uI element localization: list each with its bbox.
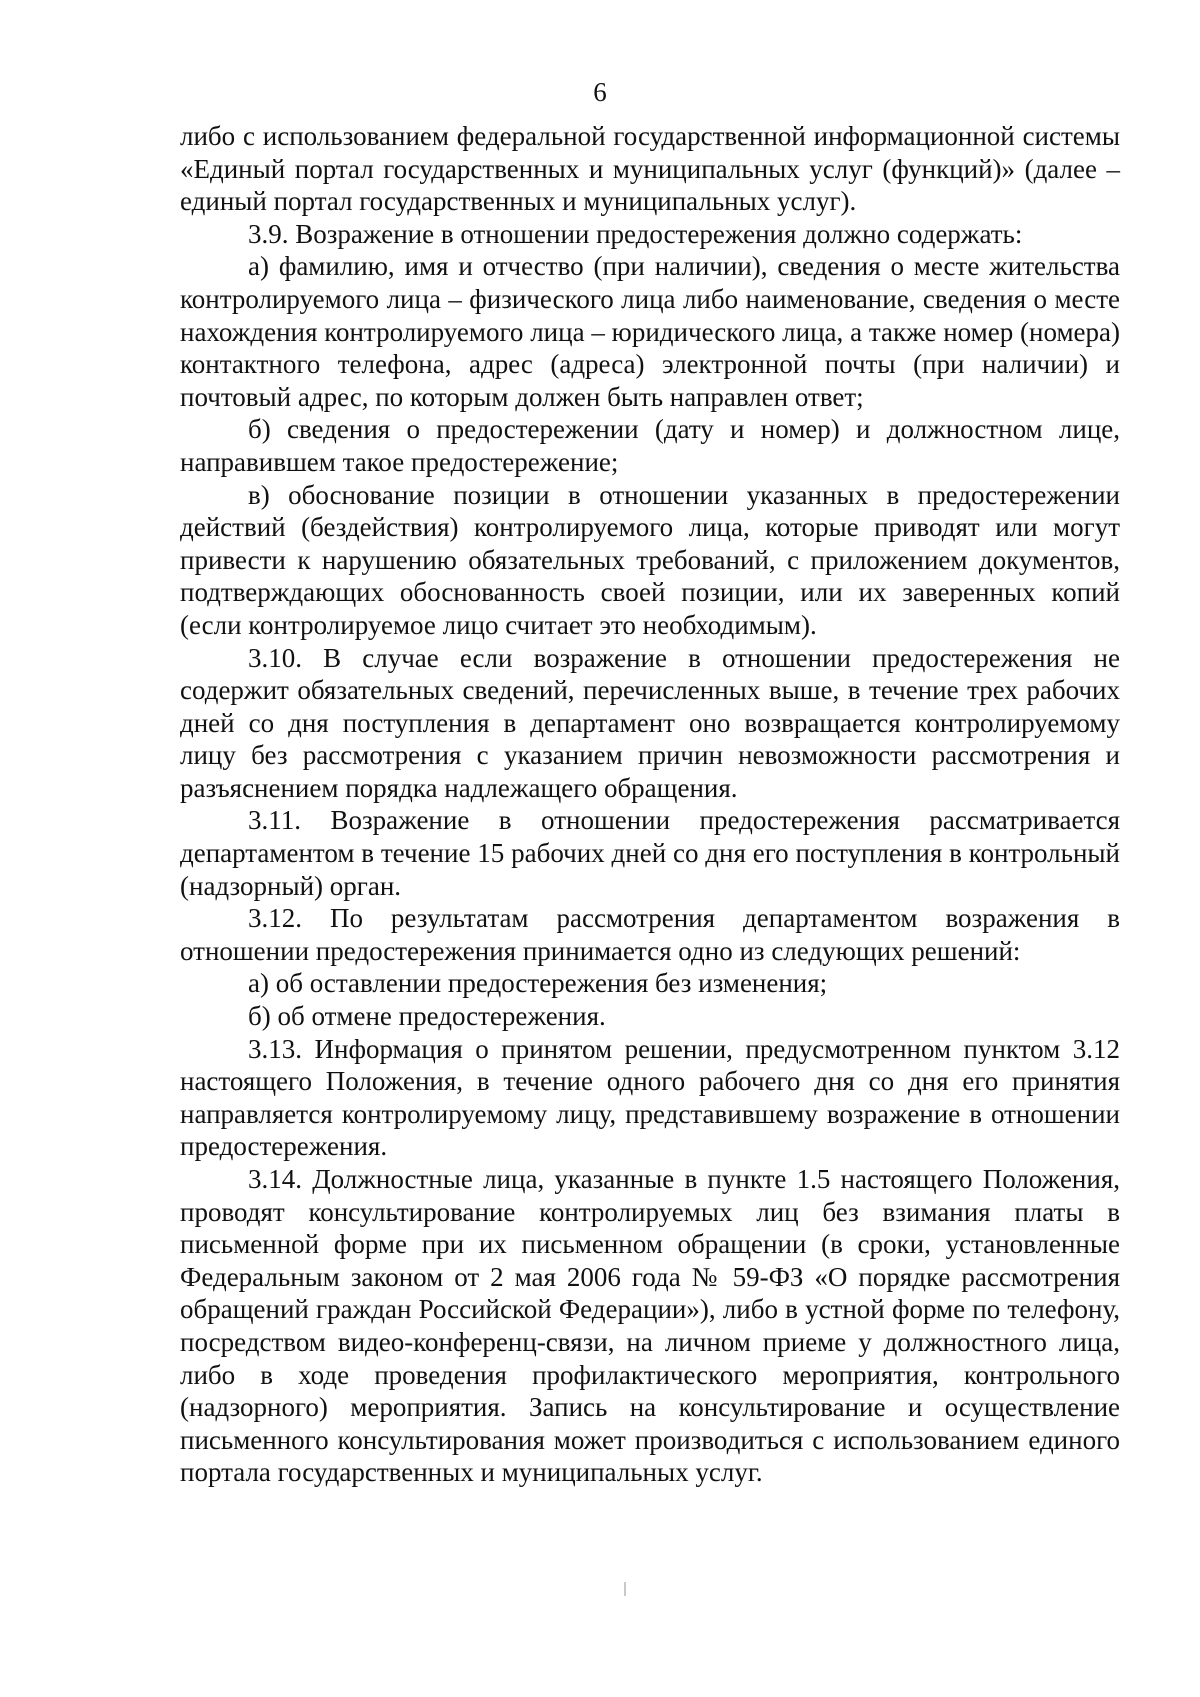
document-body (180, 120, 1120, 1489)
paragraph-3-13: 3.13. Информация о принятом решении, предусмотренном пунктом 3.12 настоящего Положения, в течение одного рабочего дня со дня его принятия направляется контролируемому лицу, представившему возражение в отношении предостережения. (180, 1033, 1120, 1162)
paragraph-3-11: 3.11. Возражение в отношении предостережения рассматривается департаментом в течение 15 рабочих дней со дня его поступления в контрольный (надзорный) орган. (180, 805, 1120, 901)
paragraph-3-12: 3.12. По результатам рассмотрения департаментом возражения в отношении предостережения принимается одно из следующих решений: (180, 903, 1120, 966)
page-number: 6 (593, 77, 607, 107)
paragraph-3-9-v: в) обоснование позиции в отношении указанных в предостережении действий (бездействия) контролируемого лица, которые приводят или могут привести к нарушению обязательных требований, с приложением документов, подтверждающих обоснованность своей позиции, или их заверенных копий (если контролируемое лицо считает это необходимым). (180, 479, 1120, 640)
paragraph-3-12-b: б) об отмене предостережения. (248, 1001, 606, 1032)
paragraph-continuation: либо с использованием федеральной государственной информационной системы «Единый портал государственных и муниципальных услуг (функций)» (далее – единый портал государственных и муниципальных услуг). (180, 121, 1120, 217)
scan-artifact-mark (624, 1582, 626, 1596)
paragraph-3-9: 3.9. Возражение в отношении предостережения должно содержать: (248, 218, 1023, 249)
paragraph-3-10: 3.10. В случае если возражение в отношении предостережения не содержит обязательных сведений, перечисленных выше, в течение трех рабочих дней со дня поступления в департамент оно возвращается контролируемому лицу без рассмотрения с указанием причин невозможности рассмотрения и разъяснением порядка надлежащего обращения. (180, 642, 1120, 803)
paragraph-3-9-b: б) сведения о предостережении (дату и номер) и должностном лице, направившем такое предостережение; (180, 414, 1120, 477)
paragraph-3-14: 3.14. Должностные лица, указанные в пункте 1.5 настоящего Положения, проводят консультирование контролируемых лиц без взимания платы в письменной форме при их письменном обращении (в сроки, установленные Федеральным законом от 2 мая 2006 года № 59-ФЗ «О порядке рассмотрения обращений граждан Российской Федерации»), либо в устной форме по телефону, посредством видео-конференц-связи, на личном приеме у должностного лица, либо в ходе проведения профилактического мероприятия, контрольного (надзорного) мероприятия. Запись на консультирование и осуществление письменного консультирования может производиться с использованием единого портала государственных и муниципальных услуг. (180, 1164, 1120, 1488)
paragraph-3-12-a: а) об оставлении предостережения без изменения; (248, 968, 828, 999)
paragraph-3-9-a: а) фамилию, имя и отчество (при наличии), сведения о месте жительства контролируемого лица – физического лица либо наименование, сведения о месте нахождения контролируемого лица – юридического лица, а также номер (номера) контактного телефона, адрес (адреса) электронной почты (при наличии) и почтовый адрес, по которым должен быть направлен ответ; (180, 251, 1120, 412)
